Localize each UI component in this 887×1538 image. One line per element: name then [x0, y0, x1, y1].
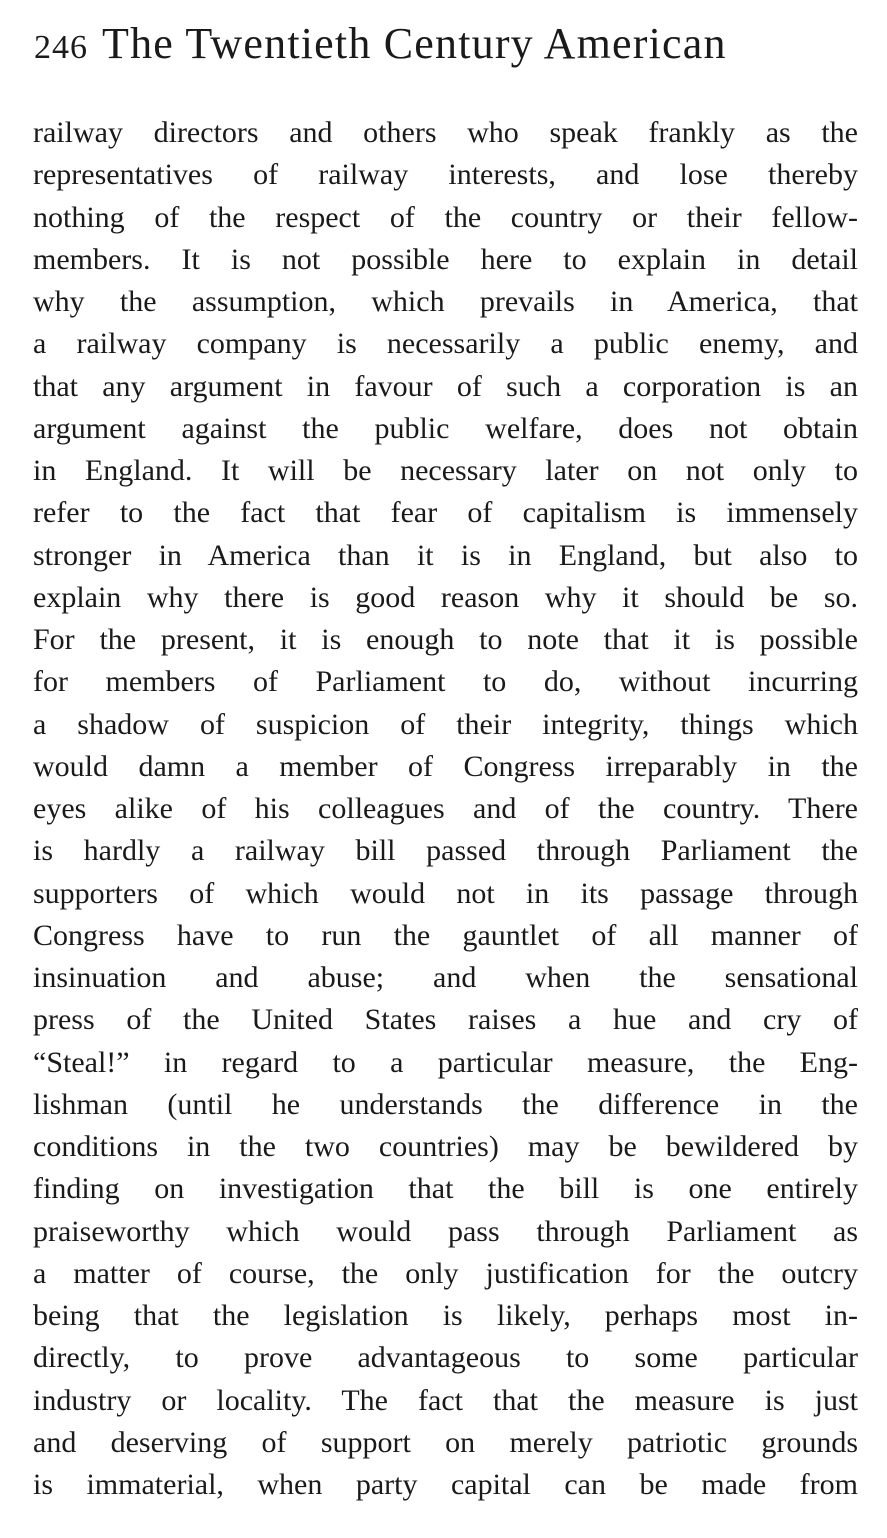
text-line: conditions in the two countries) may be bewildered by: [33, 1130, 858, 1163]
text-line: representatives of railway interests, and lose thereby: [33, 158, 858, 192]
text-line: a matter of course, the only justification for the outcry: [33, 1256, 858, 1290]
running-head: [34, 18, 854, 74]
text-line: argument against the public welfare, does not obtain: [33, 411, 858, 445]
text-line: press of the United States raises a hue and cry of: [33, 1003, 858, 1037]
text-line: a railway company is necessarily a public enemy, and: [33, 327, 858, 361]
text-line: railway directors and others who speak frankly as the: [33, 116, 858, 149]
text-line: stronger in America than it is in England, but also to: [33, 538, 858, 572]
text-line: finding on investigation that the bill is one entirely: [33, 1172, 858, 1206]
text-line: “Steal!” in regard to a particular measure, the Eng-: [33, 1045, 858, 1079]
text-line: insinuation and abuse; and when the sensational: [33, 961, 858, 994]
text-line: a shadow of suspicion of their integrity, things which: [33, 707, 858, 741]
text-line: nothing of the respect of the country or their fellow-: [33, 200, 858, 234]
body-paragraph: [33, 112, 858, 1506]
text-line: members. It is not possible here to explain in detail: [33, 242, 858, 276]
text-line: in England. It will be necessary later on not only to: [33, 454, 858, 487]
text-line: why the assumption, which prevails in America, that: [33, 285, 858, 318]
text-line: being that the legislation is likely, perhaps most in-: [33, 1299, 858, 1332]
text-line: supporters of which would not in its passage through: [33, 876, 858, 910]
text-line: industry or locality. The fact that the measure is just: [33, 1383, 858, 1417]
text-line: eyes alike of his colleagues and of the country. There: [33, 792, 858, 825]
book-title: The Twentieth Century American: [102, 19, 727, 68]
page-number: 246: [34, 29, 88, 66]
text-line: directly, to prove advantageous to some particular: [33, 1341, 858, 1375]
text-line: would damn a member of Congress irreparably in the: [33, 749, 858, 783]
text-line: is hardly a railway bill passed through Parliament the: [33, 834, 858, 868]
text-line: refer to the fact that fear of capitalism is immensely: [33, 496, 858, 530]
text-line: lishman (until he understands the difference in the: [33, 1087, 858, 1121]
text-line: and deserving of support on merely patriotic grounds: [33, 1425, 858, 1459]
text-line: explain why there is good reason why it should be so.: [33, 580, 858, 614]
text-line: Congress have to run the gauntlet of all manner of: [33, 918, 858, 952]
text-line: praiseworthy which would pass through Parliament as: [33, 1214, 858, 1248]
text-line: for members of Parliament to do, without incurring: [33, 665, 858, 699]
text-line: is immaterial, when party capital can be made from: [33, 1468, 858, 1501]
text-line: For the present, it is enough to note that it is possible: [33, 623, 858, 656]
text-line: that any argument in favour of such a corporation is an: [33, 369, 858, 403]
